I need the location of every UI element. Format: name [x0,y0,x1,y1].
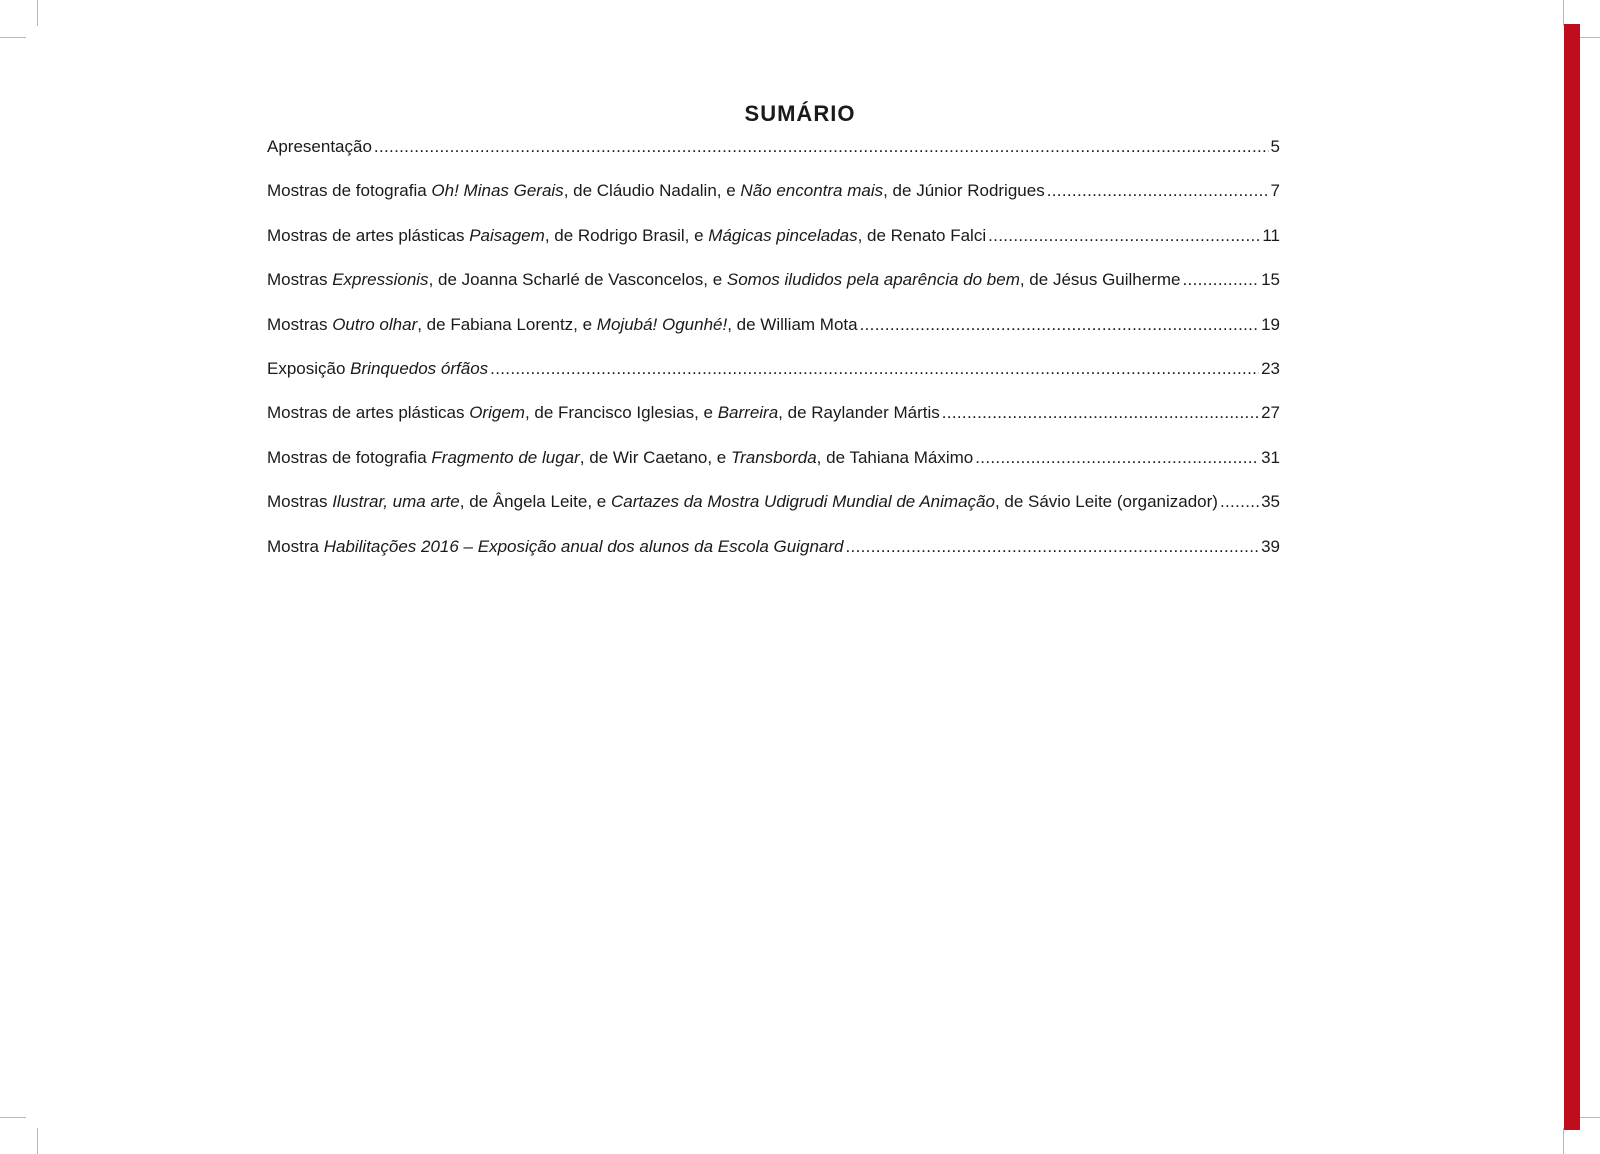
toc-text: , de Jésus Guilherme [1019,270,1181,290]
toc-entry[interactable] [267,180,1280,224]
toc-work-title: Expressionis [332,270,429,290]
crop-mark-top-left-v [37,0,38,26]
toc-work-title: Habilitações 2016 – Exposição anual dos alunos da Escola Guignard [323,536,844,556]
toc-text: Exposição [267,358,351,378]
toc-entry-title [267,536,843,558]
toc-work-title: Outro olhar [332,314,418,334]
toc-text: , de Ângela Leite, e [459,492,611,512]
toc-text: , de Raylander Mártis [778,403,940,423]
dot-leader [490,358,1259,380]
toc-entry-title [267,402,940,424]
toc-page-number: 35 [1261,492,1280,512]
toc-page-number: 19 [1261,314,1280,334]
toc-text: , de Sávio Leite (organizador) [994,492,1218,512]
toc-entry-title [267,225,986,247]
toc-work-title: Brinquedos órfãos [350,358,489,378]
toc-entry-title [267,358,488,380]
crop-mark-top-left-h [0,37,26,38]
toc-page-number: 39 [1261,536,1280,556]
toc-text: Mostras [267,314,333,334]
crop-mark-bottom-right-v [1563,1128,1564,1154]
toc-entry-title [267,180,1045,202]
dot-leader [845,536,1259,558]
toc-text: , de Júnior Rodrigues [883,181,1045,201]
toc-entry[interactable] [267,491,1280,535]
toc-work-title: Cartazes da Mostra Udigrudi Mundial de Animação [610,492,995,512]
dot-leader [860,314,1259,336]
toc-text: , de Renato Falci [857,225,987,245]
toc-text: Apresentação [267,137,372,156]
toc-entry-title [267,447,973,469]
toc-text: Mostras de fotografia [267,447,432,467]
dot-leader [942,402,1259,424]
toc-text: , de Francisco Iglesias, e [524,403,718,423]
toc-entry-title [267,491,1218,513]
toc-page-number: 15 [1261,270,1280,290]
toc-text: Mostras de artes plásticas [267,403,470,423]
crop-mark-top-right-v [1563,0,1564,26]
dot-leader [1047,180,1269,202]
toc-page-number: 11 [1262,225,1280,245]
toc-entry[interactable] [267,136,1280,180]
toc-work-title: Barreira [717,403,779,423]
toc-text: Mostra [267,536,324,556]
toc-work-title: Transborda [730,447,817,467]
toc-work-title: Origem [469,403,525,423]
toc-entry[interactable] [267,358,1280,402]
toc-page-number: 5 [1270,137,1280,156]
table-of-contents [267,136,1280,580]
toc-entry[interactable] [267,447,1280,491]
toc-text: , de Joanna Scharlé de Vasconcelos, e [428,270,727,290]
toc-work-title: Ilustrar, uma arte [332,492,460,512]
toc-entry-title [267,136,372,158]
toc-text: , de Wir Caetano, e [579,447,731,467]
toc-text: , de Tahiana Máximo [816,447,974,467]
toc-entry[interactable] [267,269,1280,313]
toc-text: , de Rodrigo Brasil, e [544,225,709,245]
toc-entry[interactable] [267,225,1280,269]
dot-leader [1183,269,1260,291]
toc-text: , de Fabiana Lorentz, e [417,314,597,334]
toc-page-number: 27 [1261,403,1280,423]
page-title: SUMÁRIO [744,100,856,126]
toc-entry-title [267,269,1181,291]
toc-text: , de Cláudio Nadalin, e [563,181,741,201]
toc-work-title: Somos iludidos pela aparência do bem [726,270,1020,290]
crop-mark-bottom-left-h [0,1117,26,1118]
toc-page-number: 23 [1261,358,1280,378]
toc-work-title: Não encontra mais [740,181,884,201]
toc-entry[interactable] [267,402,1280,446]
dot-leader [374,136,1269,158]
toc-text: , de William Mota [727,314,858,334]
toc-text: Mostras [267,270,333,290]
dot-leader [988,225,1260,247]
toc-work-title: Oh! Minas Gerais [431,181,564,201]
toc-work-title: Mágicas pinceladas [708,225,858,245]
dot-leader [1220,491,1259,513]
toc-text: Mostras de fotografia [267,181,432,201]
toc-entry[interactable] [267,536,1280,580]
toc-text: Mostras de artes plásticas [267,225,470,245]
toc-entry[interactable] [267,314,1280,358]
toc-page-number: 7 [1270,181,1280,201]
crop-mark-bottom-left-v [37,1128,38,1154]
dot-leader [975,447,1259,469]
toc-work-title: Mojubá! Ogunhé! [596,314,728,334]
red-accent-bar [1564,24,1580,1130]
toc-text: Mostras [267,492,333,512]
toc-work-title: Paisagem [469,225,545,245]
toc-page-number: 31 [1261,447,1280,467]
toc-entry-title [267,314,858,336]
toc-work-title: Fragmento de lugar [431,447,580,467]
